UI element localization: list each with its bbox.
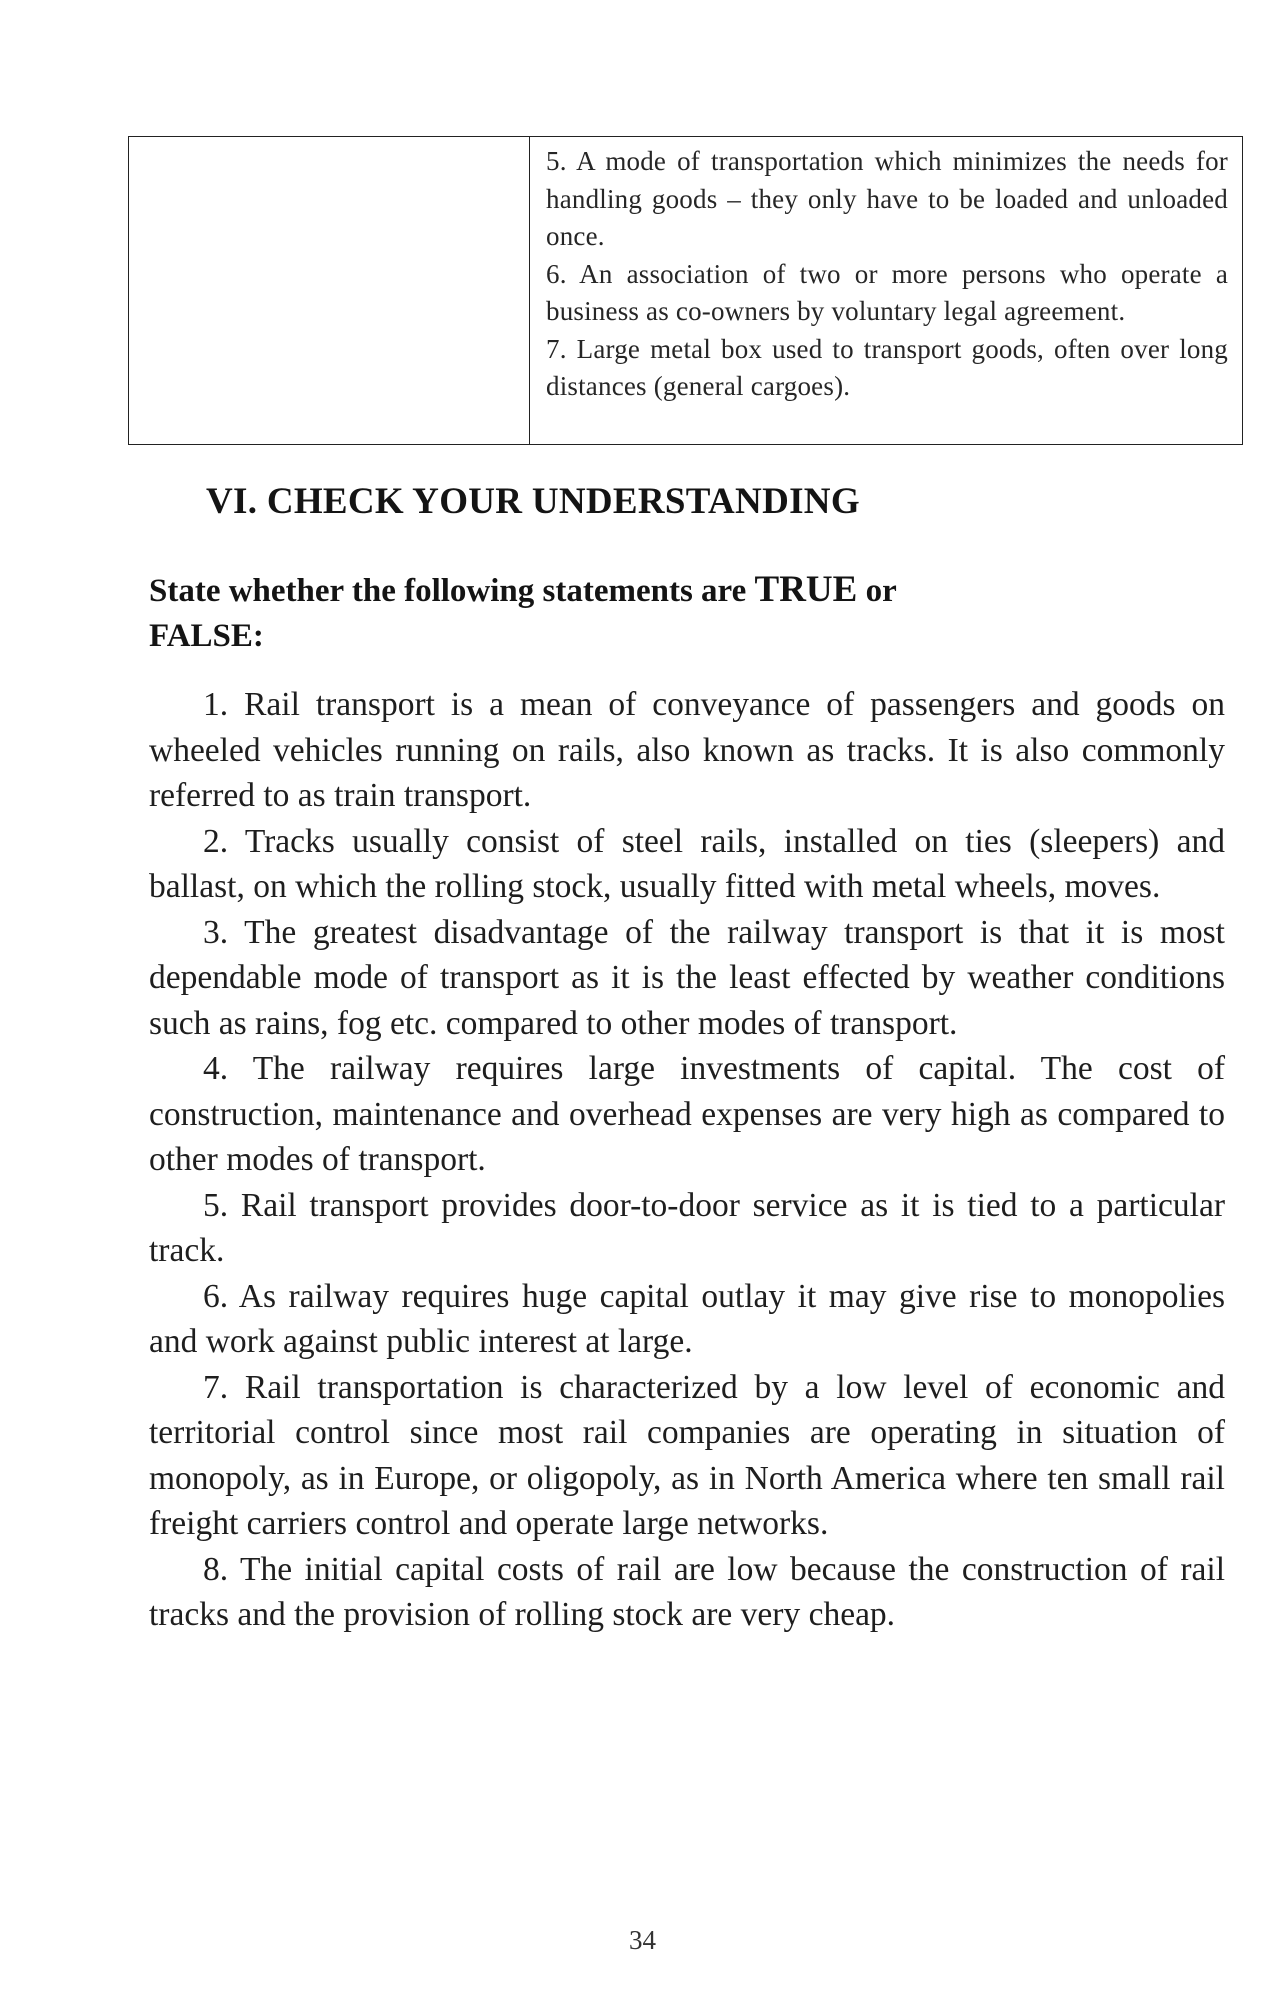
- definition-item: 5. A mode of transportation which minimizes the needs for handling goods – they only have to be loaded and unloaded once.: [546, 146, 1228, 251]
- definitions-table: [128, 136, 1243, 445]
- statement-item: 4. The railway requires large investments of capital. The cost of construction, maintenance and overhead expenses are very high as compared to other modes of transport.: [149, 1050, 1225, 1178]
- true-keyword: TRUE: [754, 569, 858, 610]
- false-keyword: FALSE:: [149, 618, 264, 654]
- definition-item: 6. An association of two or more persons who operate a business as co-owners by voluntary legal agreement.: [546, 258, 1228, 326]
- statement-item: 3. The greatest disadvantage of the railway transport is that it is most dependable mode of transport as it is the least effected by weather conditions such as rains, fog etc. compared to other modes of transport.: [149, 913, 1225, 1042]
- definitions-row: [129, 137, 1243, 445]
- statements-list: [149, 682, 1225, 1638]
- statement-item: 5. Rail transport provides door-to-door service as it is tied to a particular track.: [149, 1186, 1225, 1269]
- instruction-text: [149, 567, 1225, 659]
- statement-item: 2. Tracks usually consist of steel rails, installed on ties (sleepers) and ballast, on which the rolling stock, usually fitted with metal wheels, moves.: [149, 822, 1225, 905]
- statement-item: 7. Rail transportation is characterized by a low level of economic and territorial control since most rail companies are operating in situation of monopoly, as in Europe, or oligopoly, as in North America where ten small rail freight carriers control and operate large networks.: [149, 1368, 1225, 1542]
- statement-item: 1. Rail transport is a mean of conveyance of passengers and goods on wheeled vehicles running on rails, also known as tracks. It is also commonly referred to as train transport.: [149, 686, 1225, 814]
- instruction-or: or: [857, 573, 897, 609]
- instruction-part: State whether the following statements are: [149, 573, 755, 609]
- statement-item: 8. The initial capital costs of rail are low because the construction of rail tracks and the provision of rolling stock are very cheap.: [149, 1550, 1225, 1633]
- terms-cell: [129, 137, 530, 445]
- definition-item: 7. Large metal box used to transport goods, often over long distances (general cargoes).: [546, 333, 1228, 401]
- statement-item: 6. As railway requires huge capital outlay it may give rise to monopolies and work against public interest at large.: [149, 1277, 1225, 1360]
- page-number: 34: [629, 1925, 656, 1955]
- section-heading: VI. CHECK YOUR UNDERSTANDING: [206, 481, 860, 522]
- definitions-cell: [530, 137, 1243, 445]
